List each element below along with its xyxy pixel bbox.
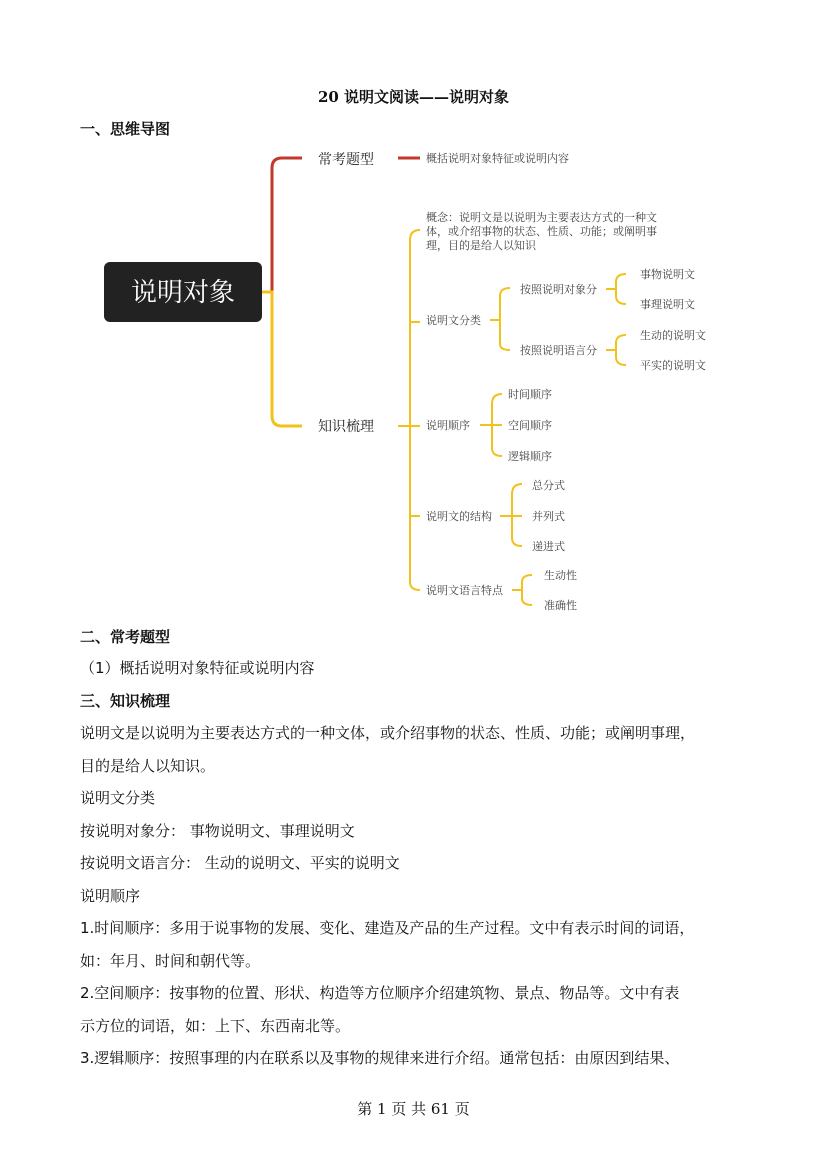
mind-map-feat2: 准确性 <box>544 599 577 612</box>
mind-map-classify: 说明文分类 <box>426 314 481 327</box>
mind-map-concept-line-3: 理，目的是给人以知识 <box>426 239 536 252</box>
section-heading-types: 二、常考题型 <box>80 628 171 646</box>
body-line-9: 2.空间顺序：按事物的位置、形状、构造等方位顺序介绍建筑物、景点、物品等。文中有表 <box>80 984 680 1002</box>
mind-map-lang-feature: 说明文语言特点 <box>426 584 503 597</box>
connector-order <box>480 394 502 456</box>
mind-map-by-language: 按照说明语言分 <box>520 344 597 357</box>
body-line-1: 说明文是以说明为主要表达方式的一种文体，或介绍事物的状态、性质、功能；或阐明事理， <box>80 724 696 742</box>
body-line-4: 按说明对象分： 事物说明文、事理说明文 <box>80 822 355 840</box>
mind-map-struct3: 递进式 <box>532 540 565 553</box>
mind-map-root: 说明对象 <box>130 278 236 308</box>
mind-map-order2: 空间顺序 <box>508 419 552 432</box>
mind-map-lang2: 平实的说明文 <box>640 359 706 372</box>
body-line-11: 3.逻辑顺序：按照事理的内在联系以及事物的规律来进行介绍。通常包括：由原因到结果、 <box>80 1049 680 1067</box>
mind-map-feat1: 生动性 <box>544 569 577 582</box>
mind-map-order3: 逻辑顺序 <box>508 450 552 463</box>
mind-map-structure: 说明文的结构 <box>426 510 492 523</box>
body-line-10: 示方位的词语，如：上下、东西南北等。 <box>80 1017 351 1035</box>
body-line-6: 说明顺序 <box>80 887 141 905</box>
connector-structure <box>500 484 522 546</box>
connector-red <box>262 158 302 292</box>
connector-knowledge <box>398 230 420 590</box>
body-line-7: 1.时间顺序：多用于说事物的发展、变化、建造及产品的生产过程。文中有表示时间的词语， <box>80 919 695 937</box>
body-line-3: 说明文分类 <box>80 789 156 807</box>
connector-yellow <box>262 292 302 426</box>
types-item-1: （1）概括说明对象特征或说明内容 <box>80 659 315 677</box>
mind-map-lang1: 生动的说明文 <box>640 329 706 342</box>
connector-by-language <box>606 335 626 365</box>
mind-map-branch-types: 常考题型 <box>318 152 374 168</box>
page-footer: 第 1 页 共 61 页 <box>357 1100 470 1118</box>
mind-map-by-object: 按照说明对象分 <box>520 283 597 296</box>
mind-map-struct2: 并列式 <box>532 510 565 523</box>
mind-map-obj1: 事物说明文 <box>640 268 695 281</box>
mind-map-concept-line-1: 概念：说明文是以说明为主要表达方式的一种文 <box>426 211 657 224</box>
mind-map-struct1: 总分式 <box>532 479 565 492</box>
mind-map-order: 说明顺序 <box>426 419 470 432</box>
mind-map-order1: 时间顺序 <box>508 388 552 401</box>
section-heading-mindmap: 一、思维导图 <box>80 120 171 138</box>
page-title: 20 说明文阅读——说明对象 <box>317 88 510 106</box>
connector-lang-feature <box>512 575 532 605</box>
mind-map-branch-knowledge: 知识梳理 <box>318 419 374 435</box>
mind-map-obj2: 事理说明文 <box>640 298 695 311</box>
body-line-2: 目的是给人以知识。 <box>80 757 216 775</box>
mind-map-concept-line-2: 体，或介绍事物的状态、性质、功能；或阐明事 <box>426 225 657 238</box>
mind-map-leaf-summary: 概括说明对象特征或说明内容 <box>426 152 569 165</box>
body-line-5: 按说明文语言分： 生动的说明文、平实的说明文 <box>80 854 400 872</box>
section-heading-knowledge: 三、知识梳理 <box>80 692 171 710</box>
connector-by-object <box>606 274 626 304</box>
connector-classify <box>490 288 510 350</box>
body-line-8: 如：年月、时间和朝代等。 <box>80 952 261 970</box>
